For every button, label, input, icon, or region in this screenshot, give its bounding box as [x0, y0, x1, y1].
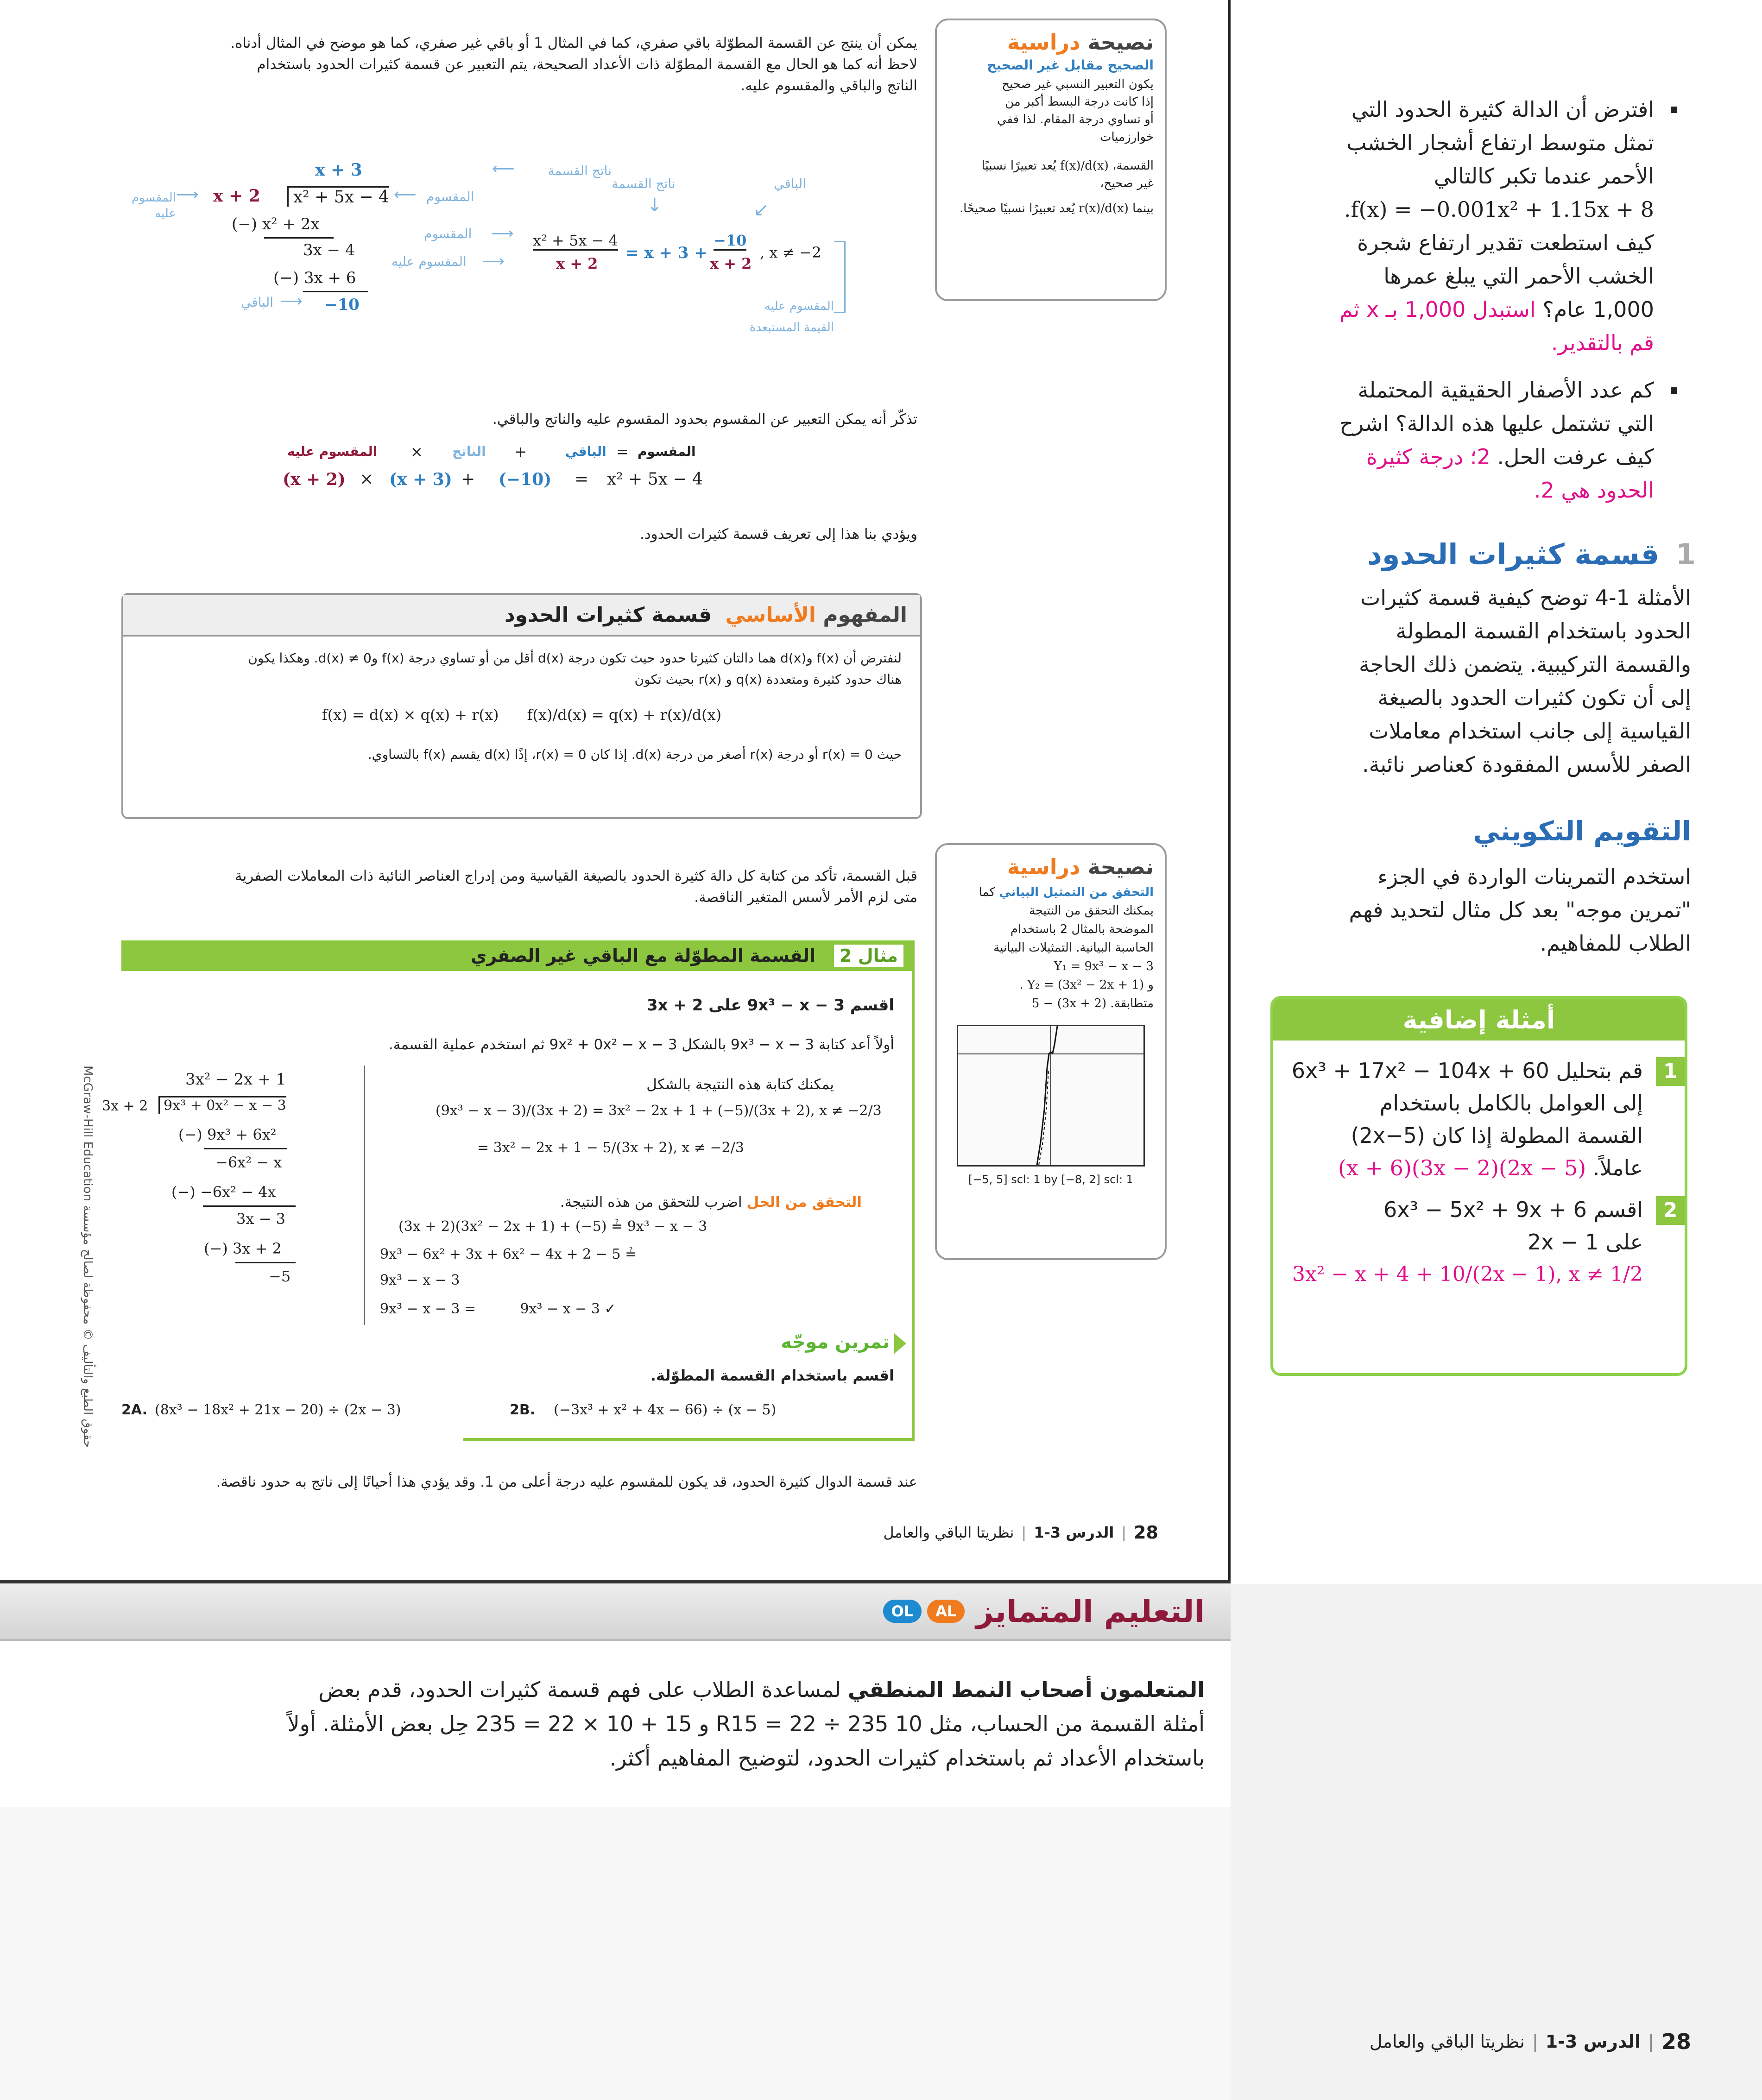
ex-rule	[235, 1262, 296, 1263]
result-line-1: (9x³ − x − 3)/(3x + 2) = 3x² − 2x + 1 + (−5)/(3x + 2), x ≠ −2/3	[436, 1103, 882, 1119]
tip-line: Y₁ = 9x³ − x − 3	[1054, 959, 1154, 973]
tip-subtitle: التحقق من التمثيل البياني	[999, 885, 1154, 899]
body-line: الطلاب للمفاهيم.	[1540, 931, 1691, 956]
badge-ol: OL	[883, 1600, 922, 1623]
guided-title: تمرين موجّه	[781, 1331, 890, 1353]
tip-line: الموضحة بالمثال 2 باستخدام	[1010, 922, 1154, 936]
bullet-2	[1288, 373, 1677, 507]
ex-rule	[204, 1148, 287, 1149]
id-quotient-word: الناتج	[452, 444, 486, 459]
id-divisor-word: المقسوم عليه	[287, 444, 378, 459]
ex-s2: −6x² − x	[215, 1154, 282, 1171]
divisor-label: المقسوم عليه	[131, 191, 176, 221]
check-text: اضرب للتحقق من هذه النتيجة.	[560, 1194, 742, 1211]
page-bottom-edge	[0, 1580, 1231, 1583]
problem-expression: (8x³ − 18x² + 21x − 20) ÷ (2x − 3)	[155, 1402, 401, 1418]
frac-equals: = x + 3 +	[625, 244, 707, 262]
extra-example-2	[1273, 1184, 1685, 1291]
bullet-line: 1,000 عام؟	[1542, 297, 1654, 322]
section-heading	[1279, 537, 1696, 571]
id-quotient: (x + 3)	[389, 470, 452, 489]
problem-label: 2A.	[121, 1402, 148, 1418]
id-times-2: ×	[360, 470, 374, 489]
copyright-vertical	[79, 1066, 97, 1510]
check-heading	[463, 1192, 862, 1213]
tip-line: غير صحيح،	[1100, 177, 1154, 190]
body-line: الحدود باستخدام القسمة المطولة	[1396, 618, 1691, 643]
divisor-label-3: المقسوم عليه	[764, 299, 834, 313]
tip-desc: يُعد تعبيرًا نسبيًا صحيحًا.	[959, 202, 1075, 215]
id-dividend: x² + 5x − 4	[607, 470, 703, 489]
additional-examples-card	[1270, 996, 1687, 1376]
footer-sep: |	[1532, 2031, 1538, 2052]
student-footer	[602, 1522, 1158, 1543]
differentiated-title: التعليم المتمايز	[976, 1593, 1205, 1629]
calculator-graph	[957, 1025, 1145, 1167]
page-number: 28	[1661, 2029, 1691, 2054]
dividend-label: المقسوم	[426, 189, 474, 204]
answer-text: 2؛ درجة كثيرة	[1366, 444, 1490, 469]
excluded-label: القيمة المستبعدة	[749, 321, 834, 334]
problem-2a[interactable]	[121, 1402, 401, 1418]
tip-line: متطابقة. (3x + 2) − 5	[1031, 996, 1154, 1010]
result-intro: يمكنك كتابة هذه النتيجة بالشكل	[646, 1076, 834, 1093]
tip-line: الحاسبة البيانية. التمثيلات البيانية	[993, 941, 1154, 955]
tip-line: يكون التعبير النسبي غير صحيح	[1002, 77, 1154, 91]
graph-caption: [−5, 5] scl: 1 by [−8, 2] scl: 1	[968, 1173, 1133, 1186]
guided-instruction: اقسم باستخدام القسمة المطوّلة.	[650, 1367, 894, 1384]
ld-step3: (−) 3x + 6	[273, 269, 356, 287]
body-line: الصفر للأسس المفقودة كعناصر نائبة.	[1362, 752, 1691, 777]
bullet-line: كيف استطعت تقدير ارتفاع شجرة	[1357, 230, 1654, 255]
tip-title-b: دراسية	[1007, 854, 1080, 879]
body-line: أمثلة القسمة من الحساب، مثل 10 R15 = 22 ÷ 235 و 15 + 10 × 22 = 235 حِل بعض الأمثلة. أولاً	[287, 1711, 1205, 1736]
example-rewrite: أولاً أعد كتابة 9x³ − x − 3 بالشكل 9x² + 0x² − x − 3 ثم استخدم عملية القسمة.	[388, 1036, 894, 1053]
example-line: قم بتحليل 6x³ + 17x² − 104x + 60	[1291, 1058, 1643, 1083]
arrow-down: ↓	[647, 195, 663, 216]
ex-divisor: 3x + 2	[102, 1098, 148, 1114]
lesson-label: الدرس 3-1	[1545, 2031, 1641, 2052]
bullet-line: كيف عرفت الحل.	[1497, 444, 1654, 469]
intro-paragraph: يمكن أن ينتج عن القسمة المطوّلة باقي صفري، كما في المثال 1 أو باقي غير صفري، كما هو موضح في المثال أدناه. لاحظ أنه كما هو الحال مع القسمة المطوّلة ذات الأعداد الصحيحة، يتم التعبير عن قسمة كثيرات الحدود باستخدام الناتج والباقي والمقسوم عليه.	[230, 35, 917, 94]
example-long-division	[102, 1066, 334, 1306]
tip-line: أو تساوي درجة المقام. لذا ففي	[997, 113, 1154, 126]
check-2: 9x³ − 6x² + 3x + 6x² − 4x + 2 − 5 ≟	[380, 1246, 637, 1262]
tip-expr: r(x)/d(x)	[1079, 202, 1129, 215]
study-tip-proper-improper	[935, 19, 1167, 301]
id-divisor: (x + 2)	[283, 470, 346, 489]
study-tip-graph-check	[935, 843, 1167, 1260]
ex-dividend: 9x³ + 0x² − x − 3	[158, 1096, 286, 1114]
answer-text: (2x − 5)(3x − 2)(x + 6)	[1338, 1155, 1586, 1180]
example-task: اقسم 9x³ − x − 3 على 3x + 2	[646, 996, 894, 1015]
leads-to-text: ويؤدي بنا هذا إلى تعريف قسمة كثيرات الحدود.	[640, 526, 917, 542]
lower-panel	[0, 1807, 1231, 2100]
answer-text: قم بالتقدير.	[1551, 330, 1654, 355]
ld-step2: 3x − 4	[303, 241, 355, 259]
ex-s5: (−) 3x + 2	[204, 1240, 282, 1257]
bullet-formula: f(x) = −0.001x² + 1.15x + 8.	[1344, 197, 1654, 222]
tip-line: خوارزميات	[1099, 130, 1154, 144]
tip-desc: يُعد تعبيرًا نسبيًا	[981, 159, 1056, 173]
concept-line: حيث r(x) = 0 أو درجة r(x) أصغر من درجة d(x). إذا كان r(x) = 0، إذًا d(x) يقسم f(x) بالتساوي.	[367, 747, 902, 762]
ld-divisor: x + 2	[213, 186, 260, 206]
concept-title-prefix: المفهوم	[823, 603, 907, 627]
identity-block	[278, 441, 709, 501]
id-eq-2: =	[575, 470, 589, 489]
differentiated-body	[153, 1672, 1205, 1775]
copyright-text: حقوق الطبع والتأليف © محفوظة لصالح مؤسسة McGraw-Hill Education	[81, 1066, 95, 1448]
problem-2b[interactable]	[510, 1402, 776, 1418]
ex-s3: (−) −6x² − 4x	[171, 1183, 276, 1201]
answer-text: 3x² − x + 4 + 10/(2x − 1), x ≠ 1/2	[1292, 1262, 1643, 1286]
extra-example-1	[1273, 1041, 1685, 1184]
quotient-label-2: ناتج القسمة	[612, 176, 676, 191]
ld-dividend: x² + 5x − 4	[287, 186, 389, 207]
check-3: 9x³ − x − 3	[380, 1272, 460, 1288]
check-label: التحقق من الحل	[746, 1194, 862, 1211]
frac-num: x² + 5x − 4	[533, 232, 618, 251]
body-line: "تمرين موجه" بعد كل مثال لتحديد فهم	[1349, 897, 1691, 922]
bullet-line: الأحمر عندما تكبر كالتالي	[1434, 164, 1654, 189]
remainder-label: الباقي	[241, 295, 274, 310]
guided-arrow	[894, 1333, 906, 1354]
before-line: متى لزم الأمر لأسس المتغير الناقصة.	[694, 889, 917, 906]
ld-rule	[303, 291, 368, 292]
concept-line: لنفترض أن f(x) وd(x) هما دالتان كثيرتا حدود حيث تكون درجة d(x) أقل من أو تساوي درجة f(x) وd(x) ≠ 0. وهكذا يكون	[248, 650, 902, 666]
tip-line: إذا كانت درجة البسط أكبر من	[1005, 95, 1154, 109]
bullet-line: الخشب الأحمر التي يبلغ عمرها	[1383, 264, 1654, 289]
example-line: القسمة المطولة إذا كان (2x−5)	[1351, 1123, 1643, 1148]
result-line-2: = 3x² − 2x + 1 − 5/(3x + 2), x ≠ −2/3	[477, 1140, 744, 1156]
section-body	[1288, 581, 1691, 781]
body-line: باستخدام الأعداد ثم باستخدام كثيرات الحدود، لتوضيح المفاهيم أكثر.	[609, 1746, 1205, 1771]
example-line: عاملاً.	[1592, 1155, 1643, 1180]
arrow: ⟵	[394, 185, 417, 204]
body-line: والقسمة التركيبية. يتضمن ذلك الحاجة	[1359, 652, 1691, 677]
card-title: أمثلة إضافية	[1402, 1005, 1555, 1034]
footer-sep: |	[1121, 1524, 1127, 1541]
footer-sep: |	[1021, 1524, 1027, 1541]
bullet-line: التي تشتمل عليها هذه الدالة؟ اشرح	[1339, 411, 1654, 436]
bullet-square	[1671, 107, 1677, 113]
id-eq: =	[616, 443, 629, 460]
answer-text: استبدل 1,000 بـ x ثم	[1339, 297, 1536, 322]
bullet-line: افترض أن الدالة كثيرة الحدود التي	[1351, 97, 1654, 122]
bracket	[834, 241, 846, 313]
formative-body	[1269, 860, 1691, 960]
id-dividend-word: المقسوم	[638, 444, 696, 459]
tip-subtitle: الصحيح مقابل غير الصحيح	[987, 57, 1154, 73]
ld-rule	[264, 237, 334, 239]
arrow: ⟶	[280, 292, 303, 310]
rem-num: −10	[714, 232, 746, 251]
tip-expr: f(x)/d(x)	[1060, 159, 1109, 173]
body-line: الأمثلة 1-4 توضح كيفية قسمة كثيرات	[1360, 585, 1691, 610]
lesson-title: نظريتا الباقي والعامل	[883, 1524, 1014, 1541]
example-number: 2	[1656, 1196, 1685, 1225]
quotient-label: ناتج القسمة	[548, 163, 612, 178]
body-line: القياسية إلى جانب استخدام معاملات	[1369, 719, 1691, 744]
page-number: 28	[1134, 1522, 1158, 1543]
ex-quotient: 3x² − 2x + 1	[185, 1070, 286, 1089]
section-number: 1	[1675, 537, 1696, 571]
bullet-square	[1671, 387, 1677, 394]
example-label: مثال 2	[834, 945, 903, 967]
formative-title: التقويم التكويني	[1473, 815, 1691, 847]
key-concept-header	[123, 595, 920, 637]
card-header	[1273, 999, 1685, 1041]
example-header	[121, 940, 915, 971]
example-separator	[364, 1066, 365, 1325]
id-times: ×	[411, 443, 423, 460]
id-plus-2: +	[461, 470, 475, 489]
divisor-label-2: المقسوم عليه	[392, 254, 467, 269]
tip-word: القسمة،	[1112, 159, 1154, 173]
lesson-title: نظريتا الباقي والعامل	[1369, 2031, 1525, 2052]
graph-svg	[958, 1026, 1143, 1165]
example-line: اقسم 6x³ − 5x² + 9x + 6	[1383, 1197, 1643, 1222]
differentiated-lead: المتعلمون أصحاب النمط المنطقي	[847, 1677, 1205, 1702]
recall-text: تذكّر أنه يمكن التعبير عن المقسوم بحدود المقسوم عليه والناتج والباقي.	[493, 411, 917, 428]
id-plus: +	[514, 443, 527, 460]
tip-line: كما	[979, 885, 996, 899]
id-remainder: (−10)	[499, 470, 552, 489]
tip-word: بينما	[1132, 202, 1154, 215]
right-bottom-panel	[1231, 1584, 1762, 2100]
bottom-note: عند قسمة الدوال كثيرة الحدود، قد يكون للمقسوم عليه درجة أعلى من 1. وقد يؤدي هذا أحيانًا إلى ناتج به حدود ناقصة.	[216, 1474, 917, 1490]
ld-remainder: −10	[324, 296, 360, 314]
example-frame	[912, 940, 915, 1441]
arrow: ⟶	[491, 224, 514, 243]
problem-label: 2B.	[510, 1402, 536, 1418]
example-line: على 2x − 1	[1527, 1230, 1643, 1255]
ex-s6: −5	[269, 1268, 291, 1285]
ex-rule	[203, 1205, 296, 1207]
dividend-label-2: المقسوم	[424, 226, 472, 241]
remainder-label-2: الباقي	[774, 176, 807, 191]
bullet-line: كم عدد الأصفار الحقيقية المحتملة	[1358, 378, 1654, 403]
problem-expression: (−3x³ + x² + 4x − 66) ÷ (x − 5)	[554, 1402, 777, 1418]
example-line: إلى العوامل بالكامل باستخدام	[1379, 1091, 1643, 1116]
tip-title-a: نصيحة	[1087, 854, 1154, 879]
check-1: (3x + 2)(3x² − 2x + 1) + (−5) ≟ 9x³ − x − 3	[398, 1218, 707, 1235]
differentiated-title-row	[788, 1589, 1205, 1633]
concept-title-key: الأساسي	[725, 603, 816, 627]
body-line: إلى أن تكون كثيرات الحدود بالصيغة	[1377, 685, 1691, 710]
ld-step1: (−) x² + 2x	[232, 215, 320, 233]
tip-title-b: دراسية	[1007, 30, 1080, 55]
tip-line: و Y₂ = (3x² − 2x + 1) .	[1019, 978, 1154, 992]
concept-line: هناك حدود كثيرة ومتعددة q(x) و r(x) بحيث تكون	[634, 672, 902, 687]
bullet-1	[1288, 93, 1677, 359]
id-remainder-word: الباقي	[565, 444, 606, 459]
frac-den: x + 2	[556, 255, 598, 272]
long-division-diagram	[125, 158, 876, 352]
ex-s4: 3x − 3	[236, 1210, 285, 1228]
restriction: , x ≠ −2	[760, 244, 821, 261]
arrow: ⟵	[492, 159, 515, 178]
before-line: قبل القسمة، تأكد من كتابة كل دالة كثيرة الحدود بالصيغة القياسية ومن إدراج العناصر النائبة ذات المعاملات الصفرية	[235, 868, 917, 884]
ld-quotient: x + 3	[315, 160, 362, 180]
body-line: لمساعدة الطلاب على فهم قسمة كثيرات الحدود، قدم بعض	[318, 1677, 841, 1702]
example-number: 1	[1656, 1057, 1685, 1086]
bullet-line: تمثل متوسط ارتفاع أشجار الخشب	[1346, 130, 1654, 155]
body-line: استخدم التمرينات الواردة في الجزء	[1377, 864, 1691, 889]
section-title: قسمة كثيرات الحدود	[1367, 537, 1660, 571]
tip-title-a: نصيحة	[1087, 30, 1154, 55]
example-title: القسمة المطوّلة مع الباقي غير الصفري	[470, 946, 816, 966]
lesson-label: الدرس 3-1	[1034, 1524, 1114, 1541]
arrow: ⟶	[176, 185, 199, 204]
page-divider	[1228, 0, 1231, 1584]
answer-text: الحدود هي 2.	[1534, 478, 1654, 503]
badge-al: AL	[927, 1600, 965, 1623]
footer-sep: |	[1648, 2031, 1654, 2052]
concept-title-main: قسمة كثيرات الحدود	[505, 603, 712, 627]
before-division-text	[139, 865, 917, 908]
tip-line: يمكنك التحقق من النتيجة	[1029, 904, 1154, 918]
key-concept-box	[121, 593, 922, 819]
rem-den: x + 2	[710, 255, 752, 272]
arrow-down: ↙	[753, 199, 769, 221]
concept-formula: f(x) = d(x) × q(x) + r(x) f(x)/d(x) = q(x) + r(x)/d(x)	[322, 706, 722, 724]
ex-s1: (−) 9x³ + 6x²	[178, 1126, 277, 1143]
teacher-footer	[1288, 2029, 1691, 2054]
teacher-bullets	[1288, 93, 1677, 507]
arrow: ⟶	[482, 252, 505, 271]
check-4: 9x³ − x − 3 = 9x³ − x − 3 ✓	[380, 1301, 616, 1317]
example-frame-bottom	[463, 1438, 915, 1441]
